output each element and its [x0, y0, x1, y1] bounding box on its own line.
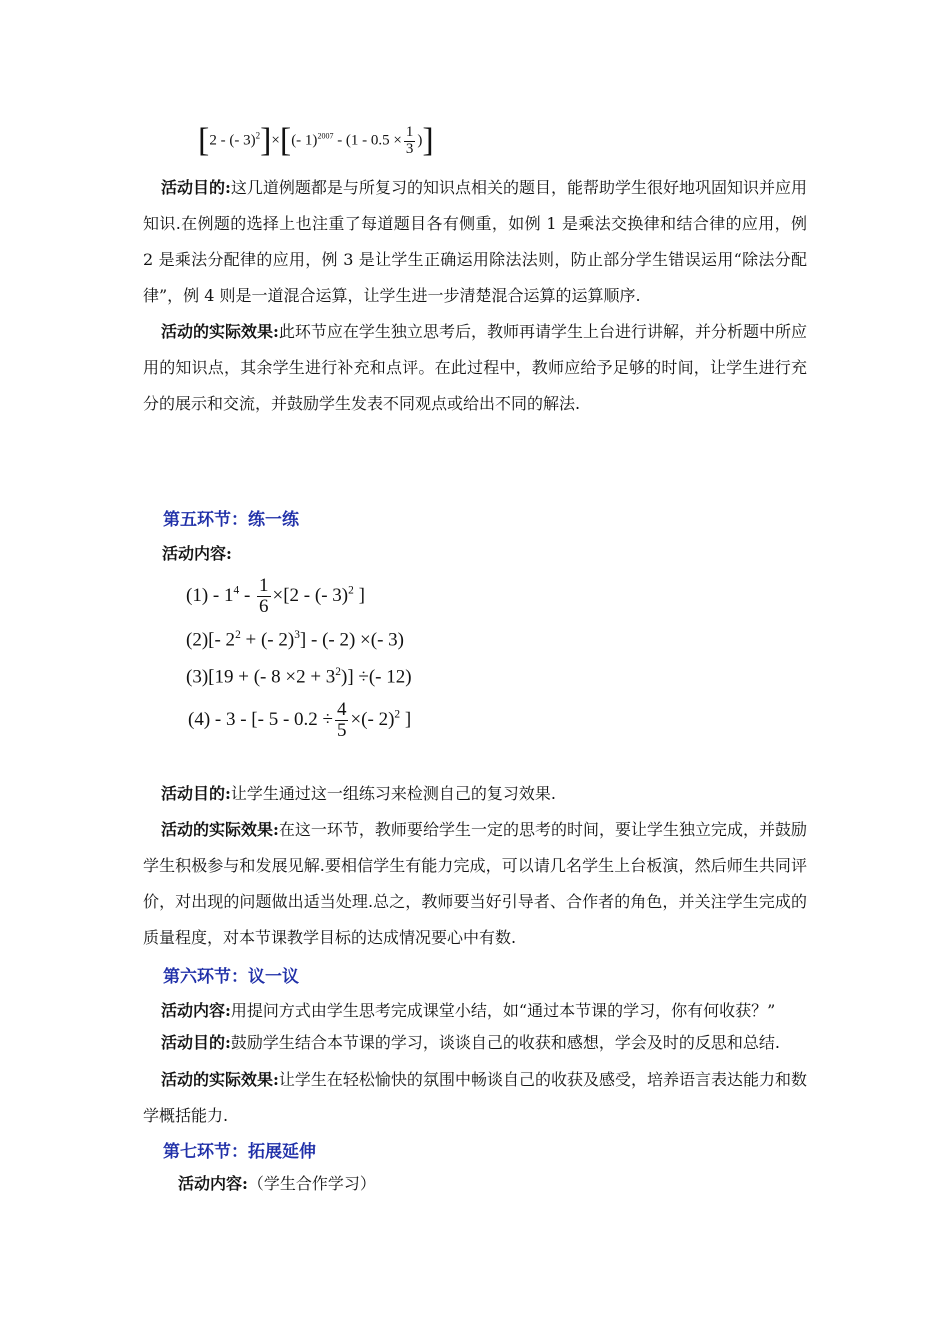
content-label-5: 活动内容: — [162, 544, 232, 563]
paragraph-content-6: 活动内容:用提问方式由学生思考完成课堂小结，如“通过本节课的学习，你有何收获？” — [161, 1001, 776, 1020]
paragraph-purpose-6: 活动目的:鼓励学生结合本节课的学习，谈谈自己的收获和感想，学会及时的反思和总结. — [161, 1033, 781, 1052]
content-line-7: 活动内容:（学生合作学习） — [178, 1174, 376, 1193]
section-heading-6: 第六环节：议一议 — [163, 967, 299, 987]
section-heading-7: 第七环节：拓展延伸 — [163, 1142, 316, 1162]
paragraph-effect-5: 活动的实际效果:在这一环节，教师要给学生一定的思考的时间，要让学生独立完成，并鼓励学生积极参与和发展见解.要相信学生有能力完成，可以请几名学生上台板演，然后师生共同评价，对出现的问题做出适当处理.总之，教师要当好引导者、合作者的角色，并关注学生完成的质量程度，对本节课教学目标的达成情况要心中有数. — [143, 820, 807, 947]
paragraph-purpose-5: 活动目的:让学生通过这一组练习来检测自己的复习效果. — [161, 784, 557, 803]
exercise-4: (4) - 3 - [- 5 - 0.2 ÷ $\frac{4}{5}$ ×(- 2)$^2$ ] — [188, 699, 412, 741]
paragraph-purpose-1: 活动目的:这几道例题都是与所复习的知识点相关的题目，能帮助学生很好地巩固知识并应用知识.在例题的选择上也注重了每道题目各有侧重，如例 1 是乘法交换律和结合律的应用，例 2 是乘法分配律的应用，例 3 是让学生正确运用除法法则，防止部分学生错误运用“除法分配律”，例 4 则是一道混合运算，让学生进一步清楚混合运算的运算顺序. — [143, 178, 807, 305]
expression-top: [2 - (- 3)$^2$]×[(- 1)$^{2007}$ - (1 - 0.5 × $\frac{1}{3}$ )] — [198, 122, 434, 159]
paragraph-effect-6: 活动的实际效果:让学生在轻松愉快的氛围中畅谈自己的收获及感受，培养语言表达能力和数学概括能力. — [143, 1070, 807, 1125]
exercise-1: $(1) - 1^4$ - $\frac{1}{6}$ ×[2 - (- 3)$^2$ ] — [186, 575, 365, 617]
paragraph-effect-1: 活动的实际效果:此环节应在学生独立思考后，教师再请学生上台进行讲解，并分析题中所应用的知识点，其余学生进行补充和点评。在此过程中，教师应给予足够的时间，让学生进行充分的展示和交流，并鼓励学生发表不同观点或给出不同的解法. — [143, 322, 807, 413]
exercise-3: (3)[19 + (- $8 \times 2 + 3^2$)] ÷(- 12) — [186, 666, 412, 688]
section-heading-5: 第五环节：练一练 — [163, 510, 299, 530]
exercise-2: (2)[- $2^2$ + (- 2)$^3$] - (- 2) ×(- 3) — [186, 629, 405, 651]
